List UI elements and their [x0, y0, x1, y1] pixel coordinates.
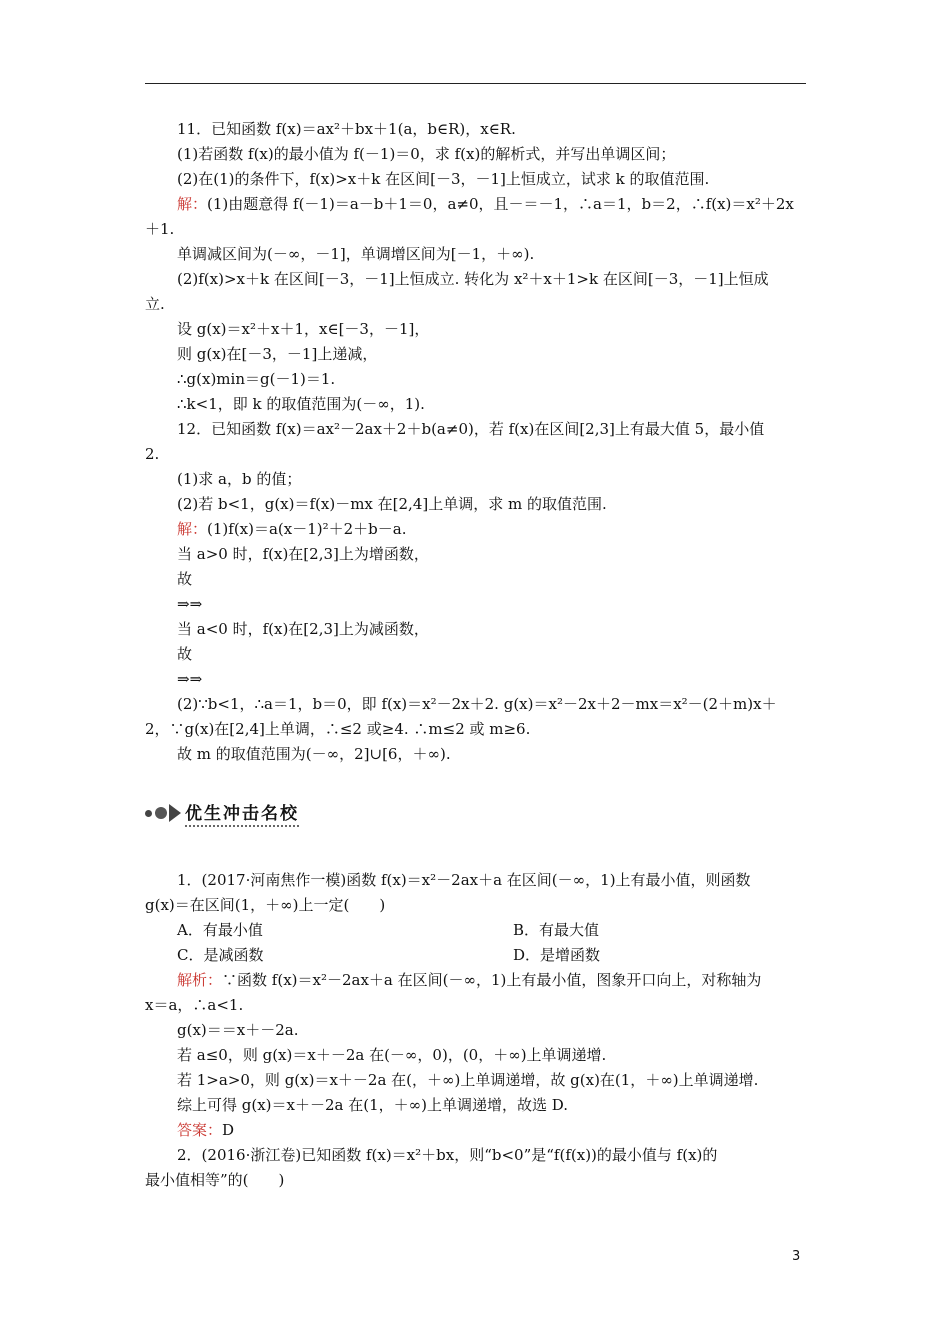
line-text: C．是减函数 — [177, 946, 264, 964]
line-text: ＋1. — [145, 220, 175, 238]
text-line — [177, 195, 794, 213]
text-line — [177, 971, 761, 989]
line-text: g(x)＝＝x＋－2a. — [177, 1021, 299, 1039]
line-text: 则 g(x)在[－3，－1]上递减， — [177, 345, 378, 363]
text-line — [145, 996, 243, 1014]
line-text: ⇒⇒ — [177, 595, 203, 613]
line-text: 故 — [177, 645, 193, 663]
line-text: 11．已知函数 f(x)＝ax²＋bx＋1(a，b∈R)，x∈R. — [177, 120, 516, 138]
text-line — [177, 871, 751, 889]
text-line — [145, 295, 165, 313]
line-text: 当 a>0 时，f(x)在[2,3]上为增函数， — [177, 545, 429, 563]
line-text: 2，∵g(x)在[2,4]上单调，∴≤2 或≥4. ∴m≤2 或 m≥6. — [145, 720, 531, 738]
text-line — [177, 520, 407, 538]
line-text: ⇒⇒ — [177, 670, 203, 688]
page-number: 3 — [792, 1249, 801, 1264]
line-text: 故 m 的取值范围为(－∞，2]∪[6，＋∞). — [177, 745, 451, 763]
line-text: g(x)＝在区间(1，＋∞)上一定( ) — [145, 896, 386, 914]
line-text: 若 1>a>0，则 g(x)＝x＋－2a 在(，＋∞)上单调递增，故 g(x)在(1，＋∞)上单调递增. — [177, 1071, 759, 1089]
text-line — [177, 670, 202, 688]
line-text: A．有最小值 — [177, 921, 263, 939]
line-text: (2)在(1)的条件下，f(x)>x＋k 在区间[－3，－1]上恒成立，试求 k 的取值范围. — [177, 170, 710, 188]
line-text: 综上可得 g(x)＝x＋－2a 在(1，＋∞)上单调递增，故选 D. — [177, 1096, 569, 1114]
text-line — [177, 320, 429, 338]
choice-option: D．是增函数 — [513, 946, 601, 964]
text-line — [177, 1046, 606, 1064]
text-line — [177, 1071, 758, 1089]
line-text: (1)求 a，b 的值； — [177, 470, 302, 488]
small-dot-icon — [145, 810, 152, 817]
text-line — [145, 220, 174, 238]
answer-label: 解析： — [177, 971, 223, 989]
text-line — [145, 445, 159, 463]
line-text: 设 g(x)＝x²＋x＋1，x∈[－3，－1]， — [177, 320, 430, 338]
text-line — [177, 1096, 568, 1114]
text-line — [177, 495, 607, 513]
line-text: (1)f(x)＝a(x－1)²＋2＋b－a. — [207, 520, 407, 538]
text-line — [177, 1121, 234, 1139]
line-text: 当 a<0 时，f(x)在[2,3]上为减函数， — [177, 620, 429, 638]
line-text: x＝a，∴a<1. — [145, 996, 244, 1014]
line-text: ∴g(x)min＝g(－1)＝1. — [177, 370, 336, 388]
text-line — [177, 545, 429, 563]
line-text: 立. — [145, 295, 165, 313]
text-line — [177, 620, 429, 638]
line-text: ∵函数 f(x)＝x²－2ax＋a 在区间(－∞，1)上有最小值，图象开口向上，对称轴为 — [222, 971, 762, 989]
line-text: 1．(2017·河南焦作一模)函数 f(x)＝x²－2ax＋a 在区间(－∞，1)上有最小值，则函数 — [177, 871, 751, 889]
large-dot-icon — [155, 807, 167, 819]
text-line — [177, 695, 777, 713]
line-text: (2)f(x)>x＋k 在区间[－3，－1]上恒成立. 转化为 x²＋x＋1>k 在区间[－3，－1]上恒成 — [177, 270, 769, 288]
line-text: ∴k<1，即 k 的取值范围为(－∞，1). — [177, 395, 425, 413]
text-line — [177, 345, 377, 363]
text-line — [177, 270, 769, 288]
text-line — [177, 420, 764, 438]
arrow-icon — [169, 804, 181, 822]
text-line — [177, 370, 335, 388]
text-line — [177, 470, 301, 488]
text-line — [177, 921, 263, 939]
text-line — [177, 1146, 717, 1164]
line-text: 单调减区间为(－∞，－1]，单调增区间为[－1，＋∞). — [177, 245, 535, 263]
text-line — [145, 720, 530, 738]
line-text: 故 — [177, 570, 193, 588]
text-line — [177, 395, 425, 413]
line-text: (1)若函数 f(x)的最小值为 f(－1)＝0，求 f(x)的解析式，并写出单调区间； — [177, 145, 676, 163]
text-line — [177, 170, 709, 188]
text-line — [177, 946, 263, 964]
text-line — [177, 645, 192, 663]
text-line — [177, 595, 202, 613]
section-header — [145, 800, 299, 826]
line-text: 2．(2016·浙江卷)已知函数 f(x)＝x²＋bx，则“b<0”是“f(f(x))的最小值与 f(x)的 — [177, 1146, 718, 1164]
answer-label: 解： — [177, 195, 208, 213]
line-text: (1)由题意得 f(－1)＝a－b＋1＝0，a≠0，且－＝－1，∴a＝1，b＝2，∴f(x)＝x²＋2x — [207, 195, 794, 213]
line-text: 若 a≤0，则 g(x)＝x＋－2a 在(－∞，0)，(0，＋∞)上单调递增. — [177, 1046, 607, 1064]
line-text: D — [222, 1121, 235, 1139]
choice-option: B．有最大值 — [513, 921, 600, 939]
line-text: (2)若 b<1，g(x)＝f(x)－mx 在[2,4]上单调，求 m 的取值范围. — [177, 495, 607, 513]
text-line — [177, 120, 516, 138]
text-line — [177, 570, 192, 588]
text-line — [177, 245, 534, 263]
line-text: (2)∵b<1，∴a＝1，b＝0，即 f(x)＝x²－2x＋2. g(x)＝x²－2x＋2－mx＝x²－(2＋m)x＋ — [177, 695, 777, 713]
header-rule — [145, 83, 806, 84]
text-line — [177, 745, 451, 763]
answer-label: 解： — [177, 520, 208, 538]
text-line — [177, 1021, 298, 1039]
line-text: 12．已知函数 f(x)＝ax²－2ax＋2＋b(a≠0)，若 f(x)在区间[2,3]上有最大值 5，最小值 — [177, 420, 765, 438]
answer-label: 答案： — [177, 1121, 223, 1139]
text-line — [145, 896, 385, 914]
section-title: 优生冲击名校 — [185, 799, 299, 827]
text-line — [145, 1171, 284, 1189]
line-text: 2. — [145, 445, 160, 463]
text-line — [177, 145, 675, 163]
line-text: 最小值相等”的( ) — [145, 1171, 285, 1189]
